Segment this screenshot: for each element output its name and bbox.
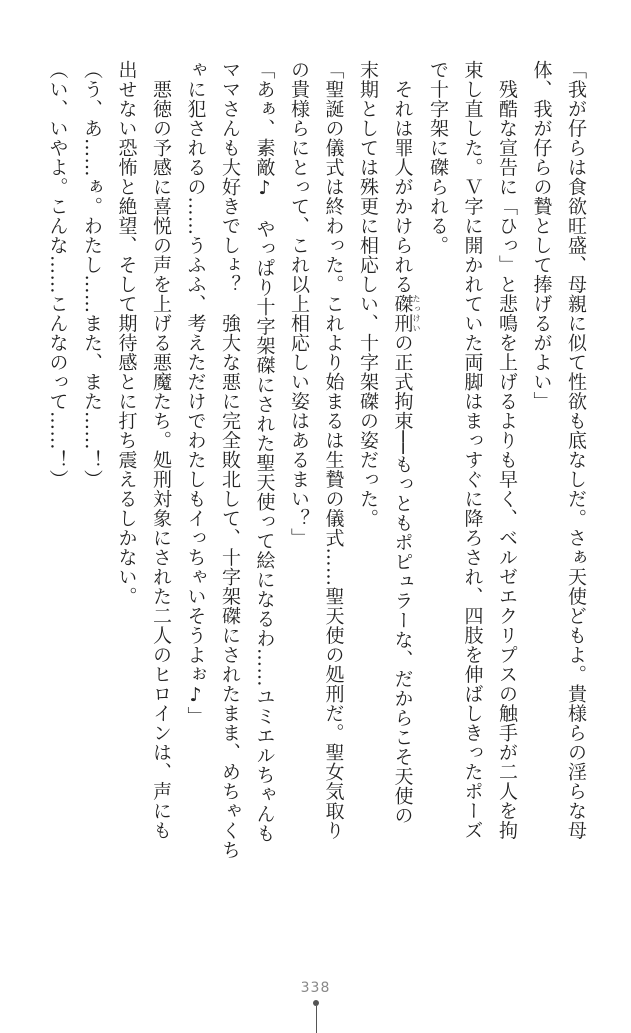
text-line-15: （う、あ……ぁ。わたし……また、また……！） bbox=[81, 60, 103, 489]
text-line-6 bbox=[385, 60, 421, 940]
text-line-7: 末期としては殊更に相応しい、十字架磔の姿だった。 bbox=[357, 60, 379, 528]
line-6-before-ruby: それは罪人がかけられる bbox=[391, 60, 414, 294]
text-line-14: 出せない恐怖と絶望、そして期待感とに打ち震えるしかない。 bbox=[115, 60, 138, 606]
text-line-9: の貴様らにとって、これ以上相応しい姿はあるまい？」 bbox=[288, 60, 310, 548]
marker-line bbox=[316, 1006, 317, 1033]
ruby-reading: たっけい bbox=[412, 294, 421, 333]
body-text bbox=[33, 60, 593, 940]
text-line-4: 束し直した。Ｖ字に開かれていた両脚はまっすぐに降ろされ、四肢を伸ばしきったポーズ bbox=[461, 60, 484, 840]
text-line-1: 「我が仔らは食欲旺盛、母親に似て性欲も底なしだ。さぁ天使どもよ。貴様らの淫らな母 bbox=[565, 60, 587, 840]
page-marker-icon bbox=[313, 1000, 319, 1033]
page-number: 338 bbox=[300, 980, 331, 996]
text-line-3: 残酷な宣告に「ひっ」と悲鳴を上げるよりも早く、ベルゼエクリプスの触手が二人を拘 bbox=[496, 60, 518, 840]
line-6-after-ruby: の正式拘束──もっともポピュラーな、だからこそ天使の bbox=[391, 333, 414, 825]
text-line-5: で十字架に磔られる。 bbox=[427, 60, 449, 255]
ruby-base: 磔刑 bbox=[391, 294, 414, 333]
text-line-8: 「聖誕の儀式は終わった。これより始まるは生贄の儀式……聖天使の処刑だ。聖女気取り bbox=[322, 60, 345, 840]
text-line-10: 「あぁ、素敵♪ やっぱり十字架磔にされた聖天使って絵になるわ……ユミエルちゃんも bbox=[253, 60, 276, 843]
text-line-12: ゃに犯されるの……うふふ、考えただけでわたしもイっちゃいそうよぉ♪」 bbox=[184, 60, 207, 726]
text-line-16: （い、いやよ。こんな……こんなのって……！） bbox=[46, 60, 69, 489]
ruby-takkei bbox=[391, 294, 421, 333]
text-line-13: 悪徳の予感に喜悦の声を上げる悪魔たち。処刑対象にされた二人のヒロインは、声にも bbox=[150, 60, 172, 840]
text-line-2: 体、我が仔らの贄として捧げるがよい」 bbox=[530, 60, 553, 411]
text-line-11: ママさんも大好きでしょ？ 強大な悪に完全敗北して、十字架磔にされたまま、めちゃくち bbox=[219, 60, 241, 860]
